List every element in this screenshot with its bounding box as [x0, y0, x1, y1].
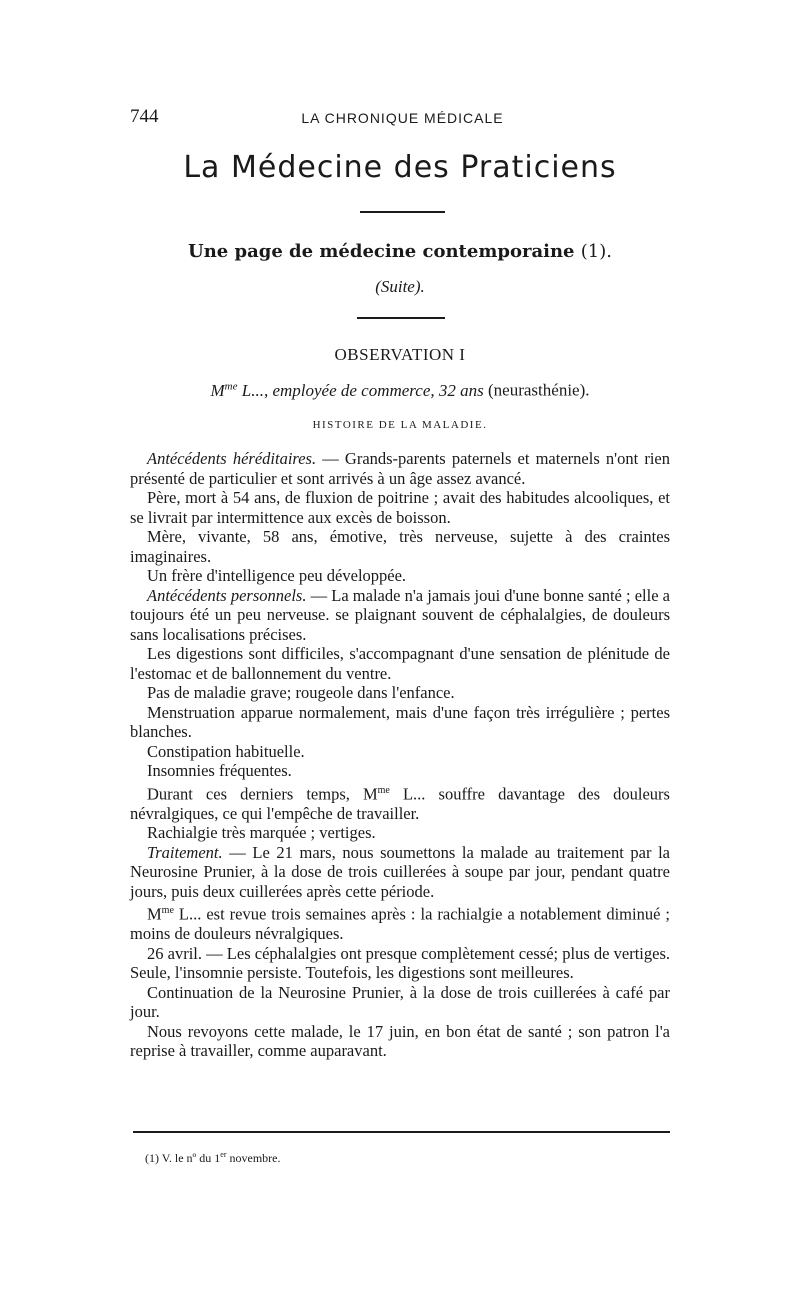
paragraph-text: M	[147, 904, 162, 924]
paragraph: 26 avril. — Les céphalalgies ont presque complètement cessé; plus de vertiges. Seule, l'insomnie persiste. Toutefois, les digestions sont meilleures.	[130, 943, 670, 982]
title-rule	[360, 211, 445, 213]
superscript: me	[161, 905, 174, 916]
article-title-text: Une page de médecine contemporaine	[188, 241, 575, 262]
footnote-text: (1) V. le nº du 1	[145, 1151, 221, 1165]
page-number: 744	[130, 106, 159, 127]
patient-line	[100, 380, 700, 401]
paragraph: Un frère d'intelligence peu développée.	[147, 566, 407, 585]
paragraph-text: L... souffre davantage des douleurs névralgiques, ce qui l'empêche de travailler.	[130, 784, 670, 823]
paragraph: Pas de maladie grave; rougeole dans l'enfance.	[147, 683, 455, 702]
footnote-sup: er	[220, 1150, 227, 1159]
paragraph: Nous revoyons cette malade, le 17 juin, en bon état de santé ; son patron l'a reprise à travailler, comme auparavant.	[130, 1021, 670, 1060]
paragraph: Menstruation apparue normalement, mais d'une façon très irrégulière ; pertes blanches.	[130, 702, 670, 741]
patient-prefix: M	[210, 380, 225, 400]
paragraph-lead: Traitement.	[147, 842, 223, 862]
section-title: La Médecine des Praticiens	[183, 150, 617, 185]
paragraph: Rachialgie très marquée ; vertiges.	[147, 823, 376, 842]
paragraph	[130, 901, 670, 944]
footnote-text: novembre.	[226, 1151, 281, 1165]
paragraph	[130, 781, 670, 824]
paragraph: Insomnies fréquentes.	[147, 761, 292, 780]
paragraph: Mère, vivante, 58 ans, émotive, très nerveuse, sujette à des craintes imaginaires.	[130, 527, 670, 566]
footnote-rule	[133, 1131, 670, 1133]
patient-diagnosis: (neurasthénie).	[488, 380, 590, 400]
journal-title: LA CHRONIQUE MÉDICALE	[301, 110, 504, 126]
patient-prefix-sup: me	[224, 380, 238, 392]
paragraph	[130, 843, 670, 902]
suite-label: (Suite).	[375, 277, 425, 296]
paragraph-text: — La malade n'a jamais joui d'une bonne santé ; elle a toujours été un peu nerveuse. se plaignant souvent de céphalalgies, de douleurs sans localisations précises.	[130, 585, 670, 644]
footnote	[145, 1150, 280, 1166]
paragraph-lead: Antécédents héréditaires.	[147, 449, 317, 468]
observation-heading: OBSERVATION I	[334, 345, 466, 364]
paragraph-lead: Antécédents personnels.	[147, 585, 307, 605]
paragraph-text: L... est revue trois semaines après : la rachialgie a notablement diminué ; moins de douleurs névralgiques.	[130, 904, 670, 943]
paragraph	[130, 586, 670, 645]
running-header	[130, 106, 675, 130]
paragraph-text: Durant ces derniers temps, M	[147, 784, 378, 803]
article-title	[100, 241, 700, 262]
paragraph: Continuation de la Neurosine Prunier, à la dose de trois cuillerées à café par jour.	[130, 982, 670, 1021]
footnote-ref: (1).	[580, 241, 612, 262]
patient-description: L..., employée de commerce, 32 ans	[241, 380, 484, 400]
paragraph: Père, mort à 54 ans, de fluxion de poitrine ; avait des habitudes alcooliques, et se livrait par intermittence aux excès de boisson.	[130, 488, 670, 527]
paragraph-text: — Grands-parents paternels et maternels n'ont rien présenté de particulier et sont arrivés à un âge assez avancé.	[130, 449, 670, 488]
paragraph: Constipation habituelle.	[147, 741, 305, 761]
paragraph	[130, 449, 670, 488]
subtitle-rule	[357, 317, 445, 319]
article-body	[130, 449, 670, 1061]
superscript: me	[377, 784, 390, 796]
paragraph: Les digestions sont difficiles, s'accompagnant d'une sensation de plénitude de l'estomac et de ballonnement du ventre.	[130, 644, 670, 683]
history-heading: HISTOIRE DE LA MALADIE.	[312, 419, 488, 431]
paragraph-text: — Le 21 mars, nous soumettons la malade au traitement par la Neurosine Prunier, à la dose de trois cuillerées à soupe par jour, pendant quatre jours, puis deux cuillerées après cette période.	[130, 842, 670, 901]
